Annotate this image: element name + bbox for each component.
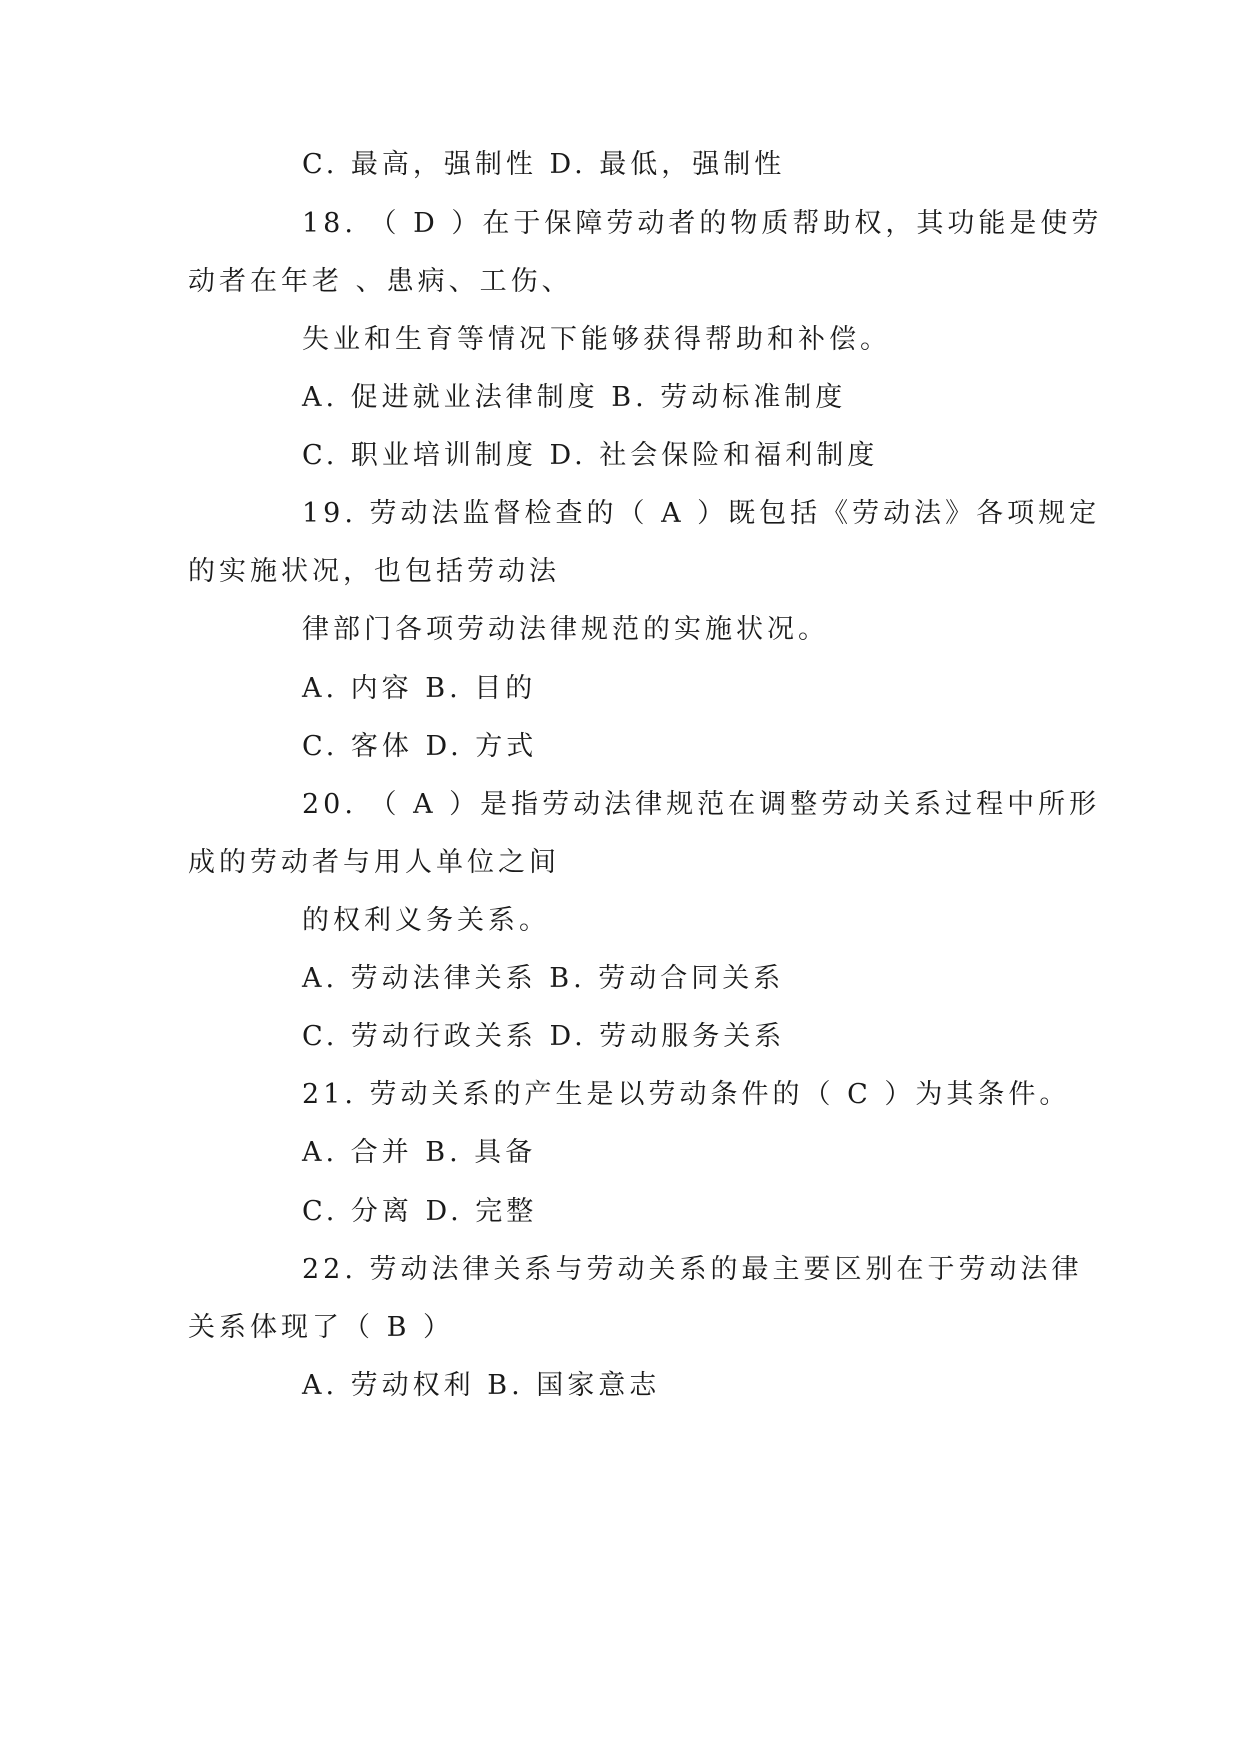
option-line-q19-ab: A. 内容 B. 目的 [302,673,537,704]
option-line-q20-ab: A. 劳动法律关系 B. 劳动合同关系 [302,963,785,994]
question-20-stem: 20. （ A ）是指劳动法律规范在调整劳动关系过程中所形 [302,789,1101,820]
option-line-q18-ab: A. 促进就业法律制度 B. 劳动标准制度 [302,382,847,413]
question-19-stem: 19. 劳动法监督检查的（ A ）既包括《劳动法》各项规定 [302,498,1101,529]
option-line-q21-ab: A. 合并 B. 具备 [302,1137,537,1168]
option-line-q22-ab: A. 劳动权利 B. 国家意志 [302,1370,661,1401]
option-line-q17-cd: C. 最高，强制性 D. 最低，强制性 [302,149,786,180]
question-20-stem-cont2: 的权利义务关系。 [302,905,550,936]
question-22-stem: 22. 劳动法律关系与劳动关系的最主要区别在于劳动法律 [302,1254,1083,1285]
question-18-stem-cont2: 失业和生育等情况下能够获得帮助和补偿。 [302,324,891,355]
option-line-q21-cd: C. 分离 D. 完整 [302,1196,538,1227]
question-22-stem-cont: 关系体现了（ B ） [188,1312,455,1343]
question-19-stem-cont2: 律部门各项劳动法律规范的实施状况。 [302,614,829,645]
question-21-stem: 21. 劳动关系的产生是以劳动条件的（ C ）为其条件。 [302,1079,1071,1110]
option-line-q19-cd: C. 客体 D. 方式 [302,731,538,762]
question-18-stem-cont: 动者在年老 、患病、工伤、 [188,266,573,297]
option-line-q20-cd: C. 劳动行政关系 D. 劳动服务关系 [302,1021,786,1052]
question-19-stem-cont: 的实施状况，也包括劳动法 [188,556,560,587]
question-20-stem-cont: 成的劳动者与用人单位之间 [188,847,560,878]
option-line-q18-cd: C. 职业培训制度 D. 社会保险和福利制度 [302,440,879,471]
question-18-stem: 18. （ D ）在于保障劳动者的物质帮助权，其功能是使劳 [302,208,1103,239]
